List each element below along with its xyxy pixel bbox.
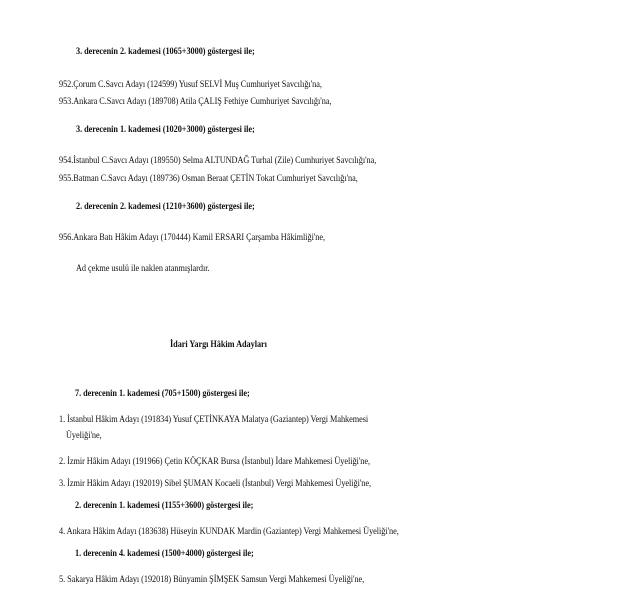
appointment-956: 956.Ankara Batı Hâkim Adayı (170444) Kamil ERSARI Çarşamba Hâkimliği'ne, [59, 232, 326, 243]
appointment-955: 955.Batman C.Savcı Adayı (189736) Osman Beraat ÇETİN Tokat Cumhuriyet Savcılığı'na, [59, 173, 358, 184]
idari-appointment-1-cont: Üyeliği'ne, [66, 430, 102, 441]
section-heading-3-1: 3. derecenin 1. kademesi (1020+3000) göstergesi ile; [76, 124, 255, 135]
idari-appointment-3: 3. İzmir Hâkim Adayı (192019) Sibel ŞUMAN Kocaeli (İstanbul) Vergi Mahkemesi Üyeliği'ne, [59, 478, 372, 489]
idari-appointment-2: 2. İzmir Hâkim Adayı (191966) Çetin KÖÇKAR Bursa (İstanbul) İdare Mahkemesi Üyeliği'ne, [59, 456, 370, 467]
idari-heading-1-4: 1. derecenin 4. kademesi (1500+4000) göstergesi ile; [75, 548, 254, 559]
idari-heading-7-1: 7. derecenin 1. kademesi (705+1500) göstergesi ile; [75, 388, 250, 399]
idari-appointment-4: 4. Ankara Hâkim Adayı (183638) Hüseyin KUNDAK Mardin (Gaziantep) Vergi Mahkemesi Üyeliği'ne, [59, 526, 399, 537]
appointment-953: 953.Ankara C.Savcı Adayı (189708) Atila ÇALIŞ Fethiye Cumhuriyet Savcılığı'na, [59, 96, 332, 107]
idari-appointment-5: 5. Sakarya Hâkim Adayı (192018) Bünyamin ŞİMŞEK Samsun Vergi Mahkemesi Üyeliği'ne, [59, 574, 365, 585]
appointment-952: 952.Çorum C.Savcı Adayı (124599) Yusuf SELVİ Muş Cumhuriyet Savcılığı'na, [59, 79, 322, 90]
idari-appointment-1: 1. İstanbul Hâkim Adayı (191834) Yusuf ÇETİNKAYA Malatya (Gaziantep) Vergi Mahkemesi [59, 414, 369, 425]
closing-statement: Ad çekme usulü ile naklen atanmışlardır. [76, 263, 210, 274]
idari-heading-2-1: 2. derecenin 1. kademesi (1155+3600) göstergesi ile; [75, 500, 254, 511]
section-heading-2-2: 2. derecenin 2. kademesi (1210+3600) göstergesi ile; [76, 201, 255, 212]
section-heading-3-2: 3. derecenin 2. kademesi (1065+3000) göstergesi ile; [76, 46, 255, 57]
idari-yargi-title: İdari Yargı Hâkim Adayları [170, 339, 267, 350]
appointment-954: 954.İstanbul C.Savcı Adayı (189550) Selma ALTUNDAĞ Turhal (Zile) Cumhuriyet Savcılığı'na, [59, 155, 377, 166]
